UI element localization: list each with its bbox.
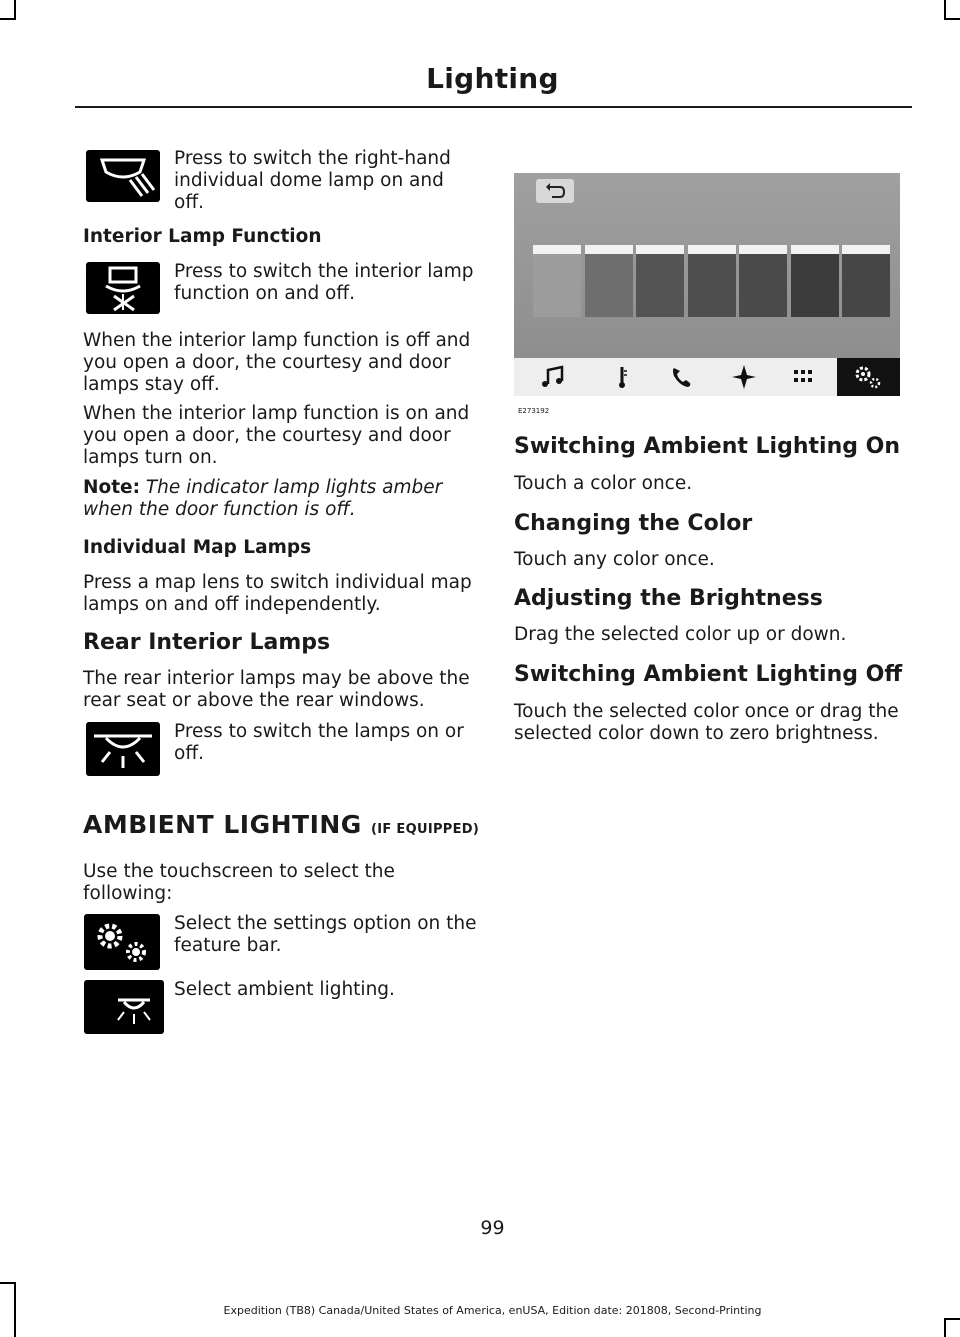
- ambient-select-text: Select ambient lighting.: [174, 979, 395, 1000]
- interior-lamp-off-paragraph: When the interior lamp function is off and you open a door, the courtesy and door lamps stay off.: [83, 330, 471, 395]
- ambient-lighting-heading: [83, 810, 479, 839]
- changing-color-heading: Changing the Color: [514, 511, 753, 536]
- audio-icon: [532, 358, 592, 396]
- interior-lamp-heading: Interior Lamp Function: [83, 226, 322, 247]
- brightness-text: Drag the selected color up or down.: [514, 624, 847, 645]
- navigation-icon: [712, 358, 772, 396]
- note-label: Note:: [83, 477, 140, 498]
- ambient-lighting-screen-image: [514, 173, 900, 396]
- switching-on-text: Touch a color once.: [514, 473, 693, 494]
- switching-off-text: Touch the selected color once or drag the selected color down to zero brightness.: [514, 701, 899, 744]
- header-divider: [75, 106, 912, 108]
- color-swatch: [636, 245, 684, 317]
- dome-lamp-text: Press to switch the right-hand individual dome lamp on and off.: [174, 148, 451, 213]
- crop-mark: [944, 18, 960, 20]
- settings-icon: [837, 358, 900, 396]
- settings-text: Select the settings option on the feature bar.: [174, 913, 477, 956]
- dome-lamp-icon: [86, 150, 160, 202]
- color-swatch: [791, 245, 839, 317]
- ambient-intro: Use the touchscreen to select the following:: [83, 861, 395, 904]
- settings-gears-icon: [84, 914, 160, 970]
- rear-lamp-icon: [86, 722, 160, 776]
- note-text: The indicator lamp lights amber when the door function is off.: [83, 477, 443, 520]
- ambient-lighting-icon: [84, 980, 164, 1034]
- map-lamps-heading: Individual Map Lamps: [83, 537, 312, 558]
- interior-lamp-icon: [86, 262, 160, 314]
- map-lamps-text: Press a map lens to switch individual map lamps on and off independently.: [83, 572, 472, 615]
- changing-color-text: Touch any color once.: [514, 549, 715, 570]
- color-swatch: [688, 245, 736, 317]
- ambient-lighting-suffix: (IF EQUIPPED): [371, 822, 480, 837]
- crop-mark: [0, 1282, 16, 1284]
- page-title: Lighting: [426, 62, 559, 95]
- crop-mark: [14, 0, 16, 20]
- brightness-heading: Adjusting the Brightness: [514, 586, 823, 611]
- switching-on-heading: Switching Ambient Lighting On: [514, 434, 900, 459]
- crop-mark: [944, 1318, 960, 1320]
- note: [83, 477, 463, 521]
- rear-lamp-text: Press to switch the lamps on or off.: [174, 721, 464, 764]
- color-swatch: [842, 245, 890, 317]
- color-swatch: [739, 245, 787, 317]
- climate-icon: [592, 358, 652, 396]
- color-swatch: [585, 245, 633, 317]
- rear-interior-lamps-heading: Rear Interior Lamps: [83, 630, 331, 655]
- interior-lamp-text: Press to switch the interior lamp function on and off.: [174, 261, 474, 304]
- page-number: 99: [480, 1217, 505, 1239]
- rear-interior-lamps-paragraph: The rear interior lamps may be above the rear seat or above the rear windows.: [83, 668, 470, 711]
- feature-bar: [514, 358, 900, 396]
- crop-mark: [944, 0, 946, 20]
- phone-icon: [652, 358, 712, 396]
- image-code: E273192: [518, 407, 550, 415]
- interior-lamp-on-paragraph: When the interior lamp function is on and you open a door, the courtesy and door lamps turn on.: [83, 403, 470, 468]
- color-swatch: [533, 245, 581, 317]
- crop-mark: [0, 18, 16, 20]
- back-button: [536, 179, 574, 203]
- document-info: Expedition (TB8) Canada/United States of America, enUSA, Edition date: 201808, Second-Printing: [223, 1304, 762, 1317]
- ambient-lighting-title: AMBIENT LIGHTING: [83, 810, 362, 839]
- apps-icon: [772, 358, 832, 396]
- switching-off-heading: Switching Ambient Lighting Off: [514, 662, 903, 687]
- crop-mark: [944, 1318, 946, 1337]
